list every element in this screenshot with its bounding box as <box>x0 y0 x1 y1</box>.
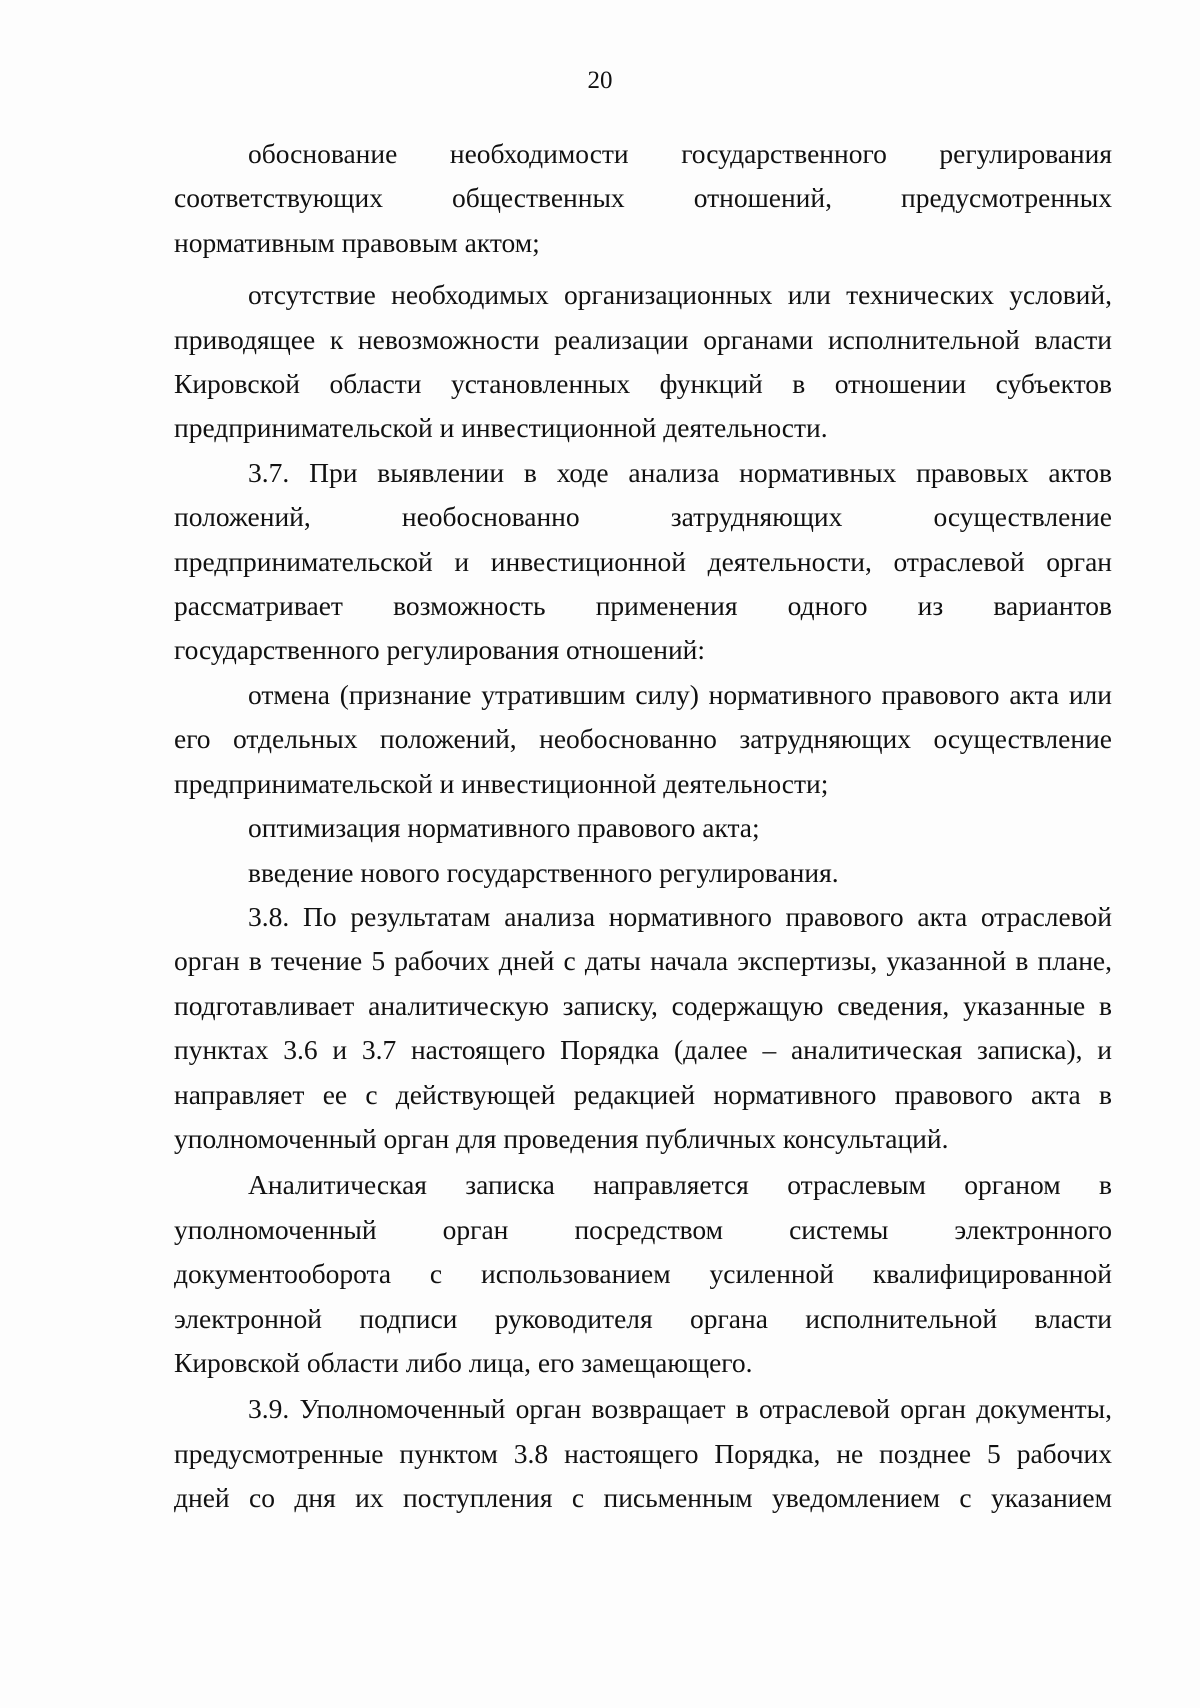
paragraph-3 <box>174 451 1112 673</box>
text-line: предусмотренные пунктом 3.8 настоящего Порядка, не позднее 5 рабочих <box>174 1437 1112 1469</box>
paragraph-4 <box>174 673 1112 806</box>
text-line: приводящее к невозможности реализации органами исполнительной власти <box>174 323 1112 355</box>
text-line: электронной подписи руководителя органа исполнительной власти <box>174 1302 1112 1334</box>
page-number: 20 <box>587 67 613 94</box>
text-line: Кировской области установленных функций в отношении субъектов <box>174 368 1112 400</box>
text-line: уполномоченный орган для проведения публичных консультаций. <box>174 1122 949 1154</box>
text-line: уполномоченный орган посредством системы электронного <box>174 1213 1112 1245</box>
text-line: обоснование необходимости государственного регулирования <box>248 138 1112 169</box>
paragraph-7 <box>174 895 1112 1161</box>
text-line: отсутствие необходимых организационных или технических условий, <box>248 279 1112 311</box>
text-line: дней со дня их поступления с письменным уведомлением с указанием <box>174 1482 1112 1514</box>
paragraph-2 <box>174 273 1112 451</box>
document-body <box>174 132 1112 1521</box>
text-line: 3.9. Уполномоченный орган возвращает в отраслевой орган документы, <box>248 1393 1112 1425</box>
text-line: введение нового государственного регулирования. <box>248 856 839 888</box>
text-line: документооборота с использованием усиленной квалифицированной <box>174 1258 1112 1290</box>
paragraph-5 <box>174 806 1112 850</box>
paragraph-9 <box>174 1387 1112 1520</box>
paragraph-6 <box>174 851 1112 895</box>
text-line: нормативным правовым актом; <box>174 226 540 258</box>
text-line: предпринимательской и инвестиционной деятельности, отраслевой орган <box>174 545 1112 577</box>
text-line: положений, необоснованно затрудняющих осуществление <box>174 501 1112 533</box>
text-line: соответствующих общественных отношений, предусмотренных <box>174 182 1112 214</box>
text-line: его отдельных положений, необоснованно затрудняющих осуществление <box>174 723 1112 755</box>
text-line: Кировской области либо лица, его замещающего. <box>174 1346 753 1378</box>
text-line: направляет ее с действующей редакцией нормативного правового акта в <box>174 1078 1112 1110</box>
paragraph-8 <box>174 1163 1112 1385</box>
text-line: 3.8. По результатам анализа нормативного правового акта отраслевой <box>248 900 1112 932</box>
text-line: 3.7. При выявлении в ходе анализа нормативных правовых актов <box>248 456 1112 488</box>
text-line: отмена (признание утратившим силу) нормативного правового акта или <box>248 678 1112 710</box>
text-line: государственного регулирования отношений: <box>174 634 706 666</box>
text-line: рассматривает возможность применения одного из вариантов <box>174 590 1112 622</box>
text-line: орган в течение 5 рабочих дней с даты начала экспертизы, указанной в плане, <box>174 945 1112 977</box>
text-line: оптимизация нормативного правового акта; <box>248 812 760 844</box>
text-line: Аналитическая записка направляется отраслевым органом в <box>248 1169 1112 1201</box>
text-line: предпринимательской и инвестиционной деятельности. <box>174 412 828 444</box>
text-line: предпринимательской и инвестиционной деятельности; <box>174 767 829 799</box>
text-line: пунктах 3.6 и 3.7 настоящего Порядка (далее – аналитическая записка), и <box>174 1034 1112 1066</box>
text-line: подготавливает аналитическую записку, содержащую сведения, указанные в <box>174 989 1112 1021</box>
paragraph-1 <box>174 132 1112 265</box>
